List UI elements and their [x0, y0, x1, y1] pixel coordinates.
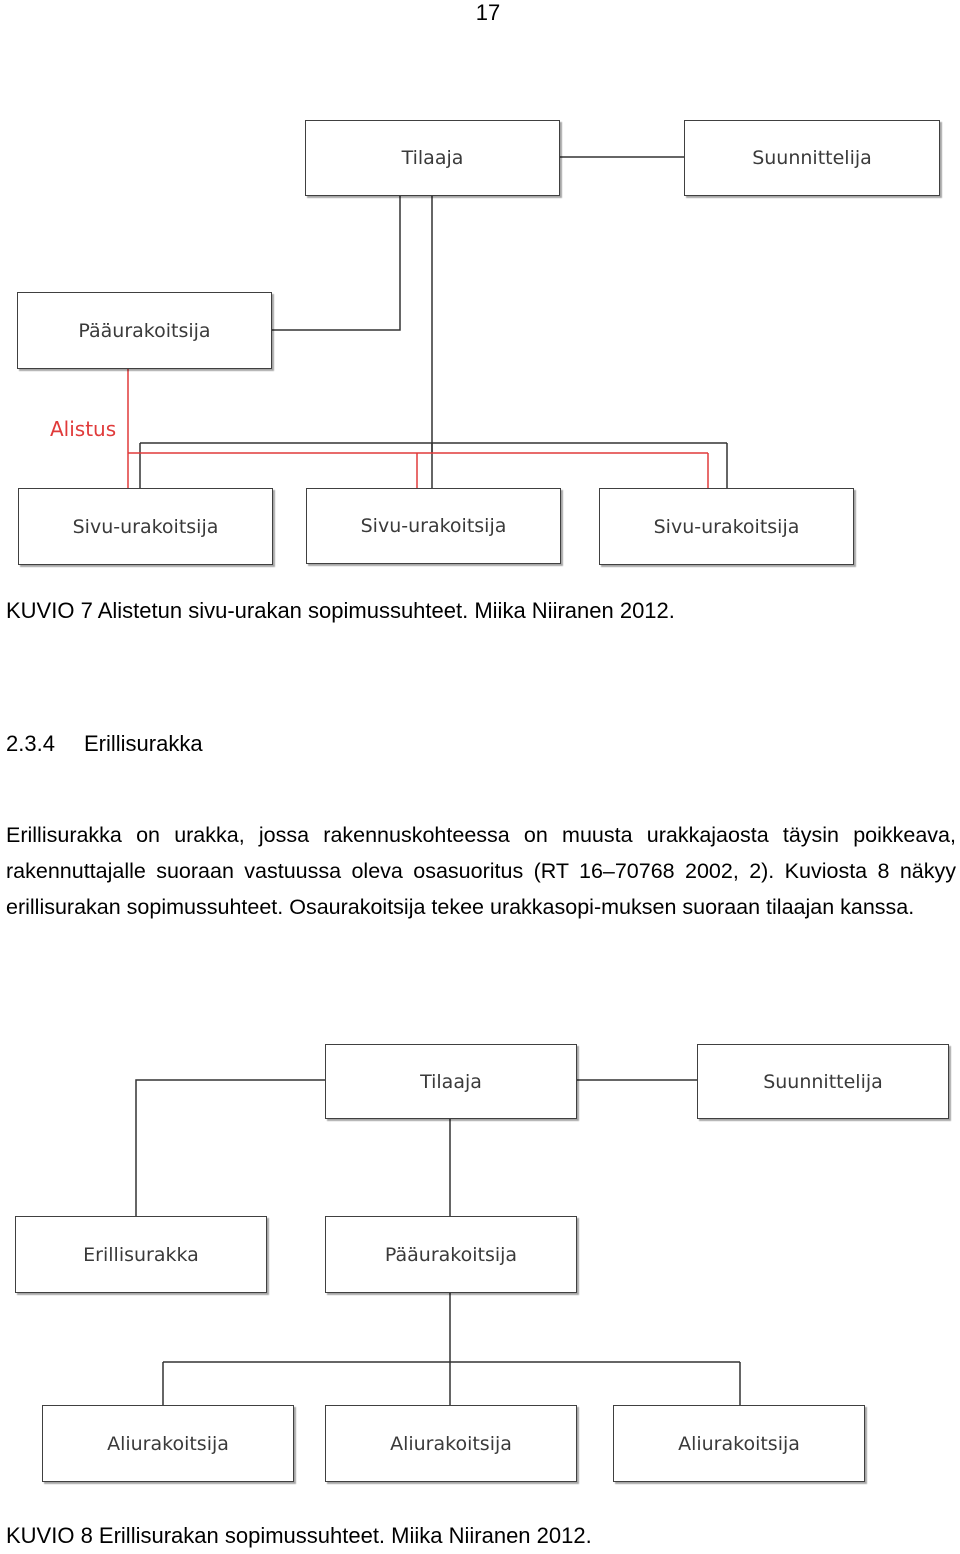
box-sivu-urakoitsija-3: Sivu-urakoitsija	[599, 488, 854, 565]
figure-7-caption: KUVIO 7 Alistetun sivu-urakan sopimussuhteet. Miika Niiranen 2012.	[6, 598, 675, 623]
box-erillisurakka: Erillisurakka	[15, 1216, 267, 1293]
box-aliurakoitsija-1: Aliurakoitsija	[42, 1405, 294, 1482]
box-sivu-urakoitsija-2: Sivu-urakoitsija	[306, 488, 561, 564]
section-title: Erillisurakka	[84, 731, 203, 756]
box-tilaaja: Tilaaja	[305, 120, 560, 196]
section-paragraph: Erillisurakka on urakka, jossa rakennuskohteessa on muusta urakkajaosta täysin poikkeava, rakennuttajalle suoraan vastuussa oleva osasuoritus (RT 16–70768 2002, 2). Kuviosta 8 näkyy erillisurakan sopimussuhteet. Osaurakoitsija tekee urakkasopi-muksen suoraan tilaajan kanssa.	[6, 823, 956, 919]
section-number: 2.3.4	[6, 731, 55, 756]
alistus-label: Alistus	[50, 417, 117, 441]
figure-8-caption: KUVIO 8 Erillisurakan sopimussuhteet. Miika Niiranen 2012.	[6, 1523, 592, 1548]
box-aliurakoitsija-2: Aliurakoitsija	[325, 1405, 577, 1482]
box-paaurakoitsija: Pääurakoitsija	[17, 292, 272, 369]
box-aliurakoitsija-3: Aliurakoitsija	[613, 1405, 865, 1482]
box-paaurakoitsija-8: Pääurakoitsija	[325, 1216, 577, 1293]
page-number: 17	[475, 0, 501, 25]
box-suunnittelija-8: Suunnittelija	[697, 1044, 949, 1119]
box-sivu-urakoitsija-1: Sivu-urakoitsija	[18, 488, 273, 565]
box-tilaaja-8: Tilaaja	[325, 1044, 577, 1119]
box-suunnittelija: Suunnittelija	[684, 120, 940, 196]
